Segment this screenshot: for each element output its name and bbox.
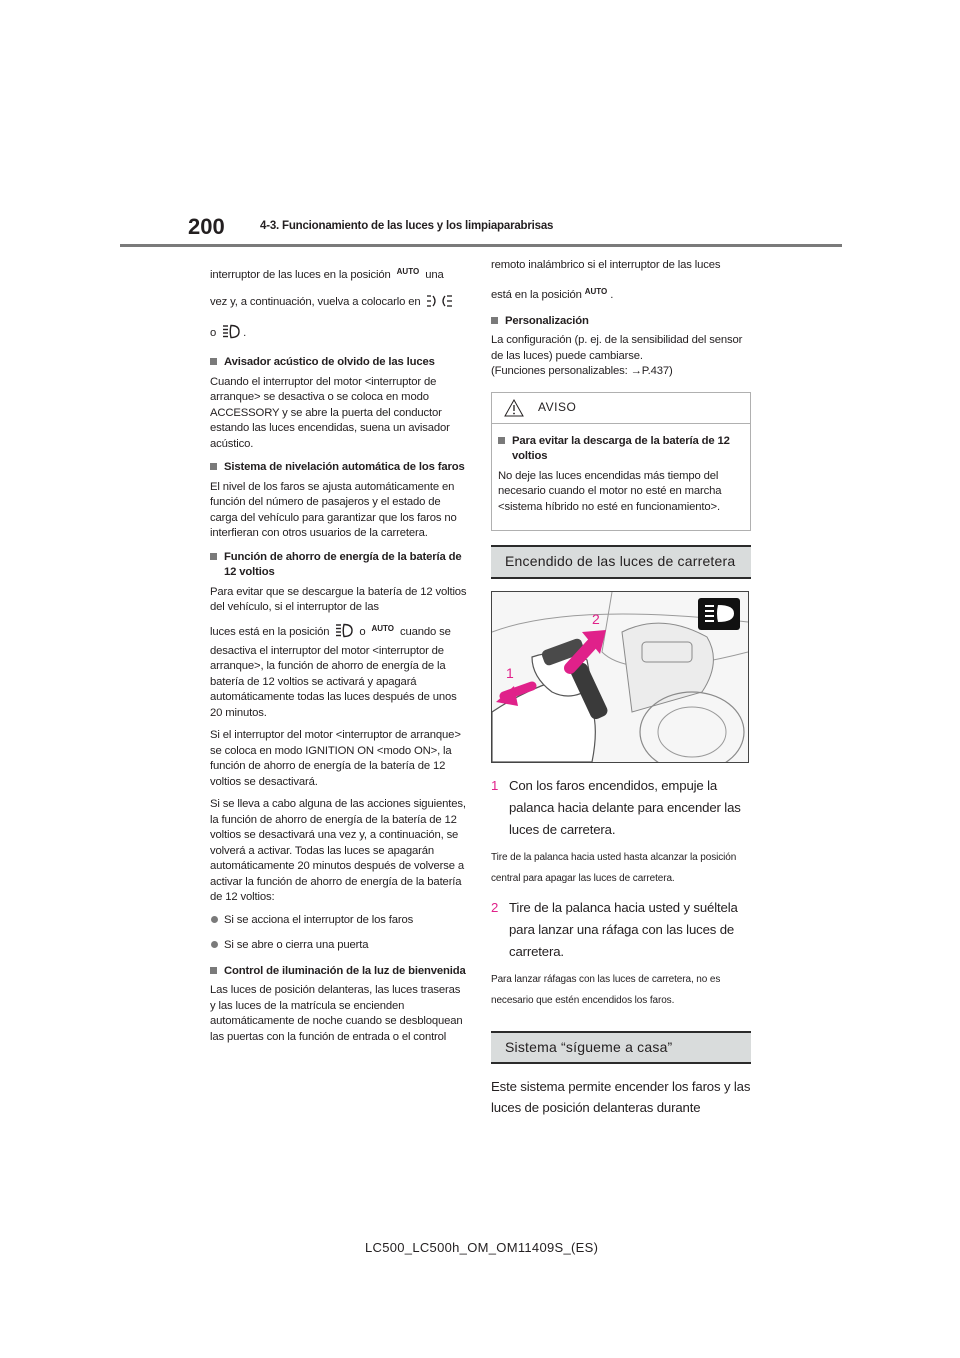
lever-figure xyxy=(491,591,749,763)
aviso-box xyxy=(491,392,751,532)
aviso-header xyxy=(492,393,750,424)
auto-icon: AUTO xyxy=(371,623,395,633)
sec4-body: Las luces de posición delanteras, las luces traseras y las luces de la matrícula se encienden automáticamente de noche cuando se desbloquean las puertas con la función de entrada o el control xyxy=(210,984,463,1043)
sec3-b-end: cuando se xyxy=(400,625,451,638)
section-banner: Sistema “sígueme a casa” xyxy=(491,1031,751,1065)
figure-label-2: 2 xyxy=(592,610,600,627)
sec3-line-b xyxy=(210,620,468,644)
step-1 xyxy=(491,775,751,841)
cont-b-text: está en la posición xyxy=(491,288,582,301)
step-text: Con los faros encendidos, empuje la palanca hacia delante para encender las luces de carretera. xyxy=(509,777,741,837)
final-body: Este sistema permite encender los faros y las luces de posición delanteras durante xyxy=(491,1079,751,1115)
figure-label-1: 1 xyxy=(506,664,514,681)
step-number: 1 xyxy=(491,777,499,793)
sec1-title: Avisador acústico de olvido de las luces xyxy=(210,355,468,371)
continuation-b xyxy=(491,283,751,304)
section-title: 4-3. Funcionamiento de las luces y los limpiaparabrisas xyxy=(260,220,554,232)
sec3-title: Función de ahorro de energía de la batería de 12 voltios xyxy=(210,550,468,581)
intro-line-a xyxy=(210,263,468,284)
aviso-text: No deje las luces encendidas más tiempo del necesario cuando el motor no esté en marcha <sistema híbrido no esté en funcionamiento>. xyxy=(498,469,722,513)
intro-line-b xyxy=(210,294,468,314)
personal-ref: (Funciones personalizables: →P.437) xyxy=(491,365,673,377)
step-text: Tire de la palanca hacia usted y suéltela para lanzar una ráfaga con las luces de carretera. xyxy=(509,899,738,959)
sec1-body: Cuando el interruptor del motor <interruptor de arranque> se desactiva o se coloca en modo ACCESSORY y se abre la puerta del conductor estando las luces encendidas, suena un avisador acústico. xyxy=(210,375,450,450)
sec3-body-d: Si el interruptor del motor <interruptor de arranque> se coloca en modo IGNITION ON <modo ON>, la función de ahorro de energía de la batería de 12 voltios se desactivará. xyxy=(210,729,461,788)
sec2-body: El nivel de los faros se ajusta automáticamente en función del número de pasajeros y el estado de carga del vehículo para garantizar que los faros no interfieran con otros usuarios de la carretera. xyxy=(210,480,457,539)
sec3-body-a: Para evitar que se descargue la batería de 12 voltios del vehículo, si el interruptor de las xyxy=(210,585,467,613)
personal-body: La configuración (p. ej. de la sensibilidad del sensor de las luces) puede cambiarse. xyxy=(491,334,743,362)
bullet-item: Si se acciona el interruptor de los faros xyxy=(210,913,468,929)
auto-icon: AUTO xyxy=(396,267,420,276)
step-note: Para lanzar ráfagas con las luces de carretera, no es necesario que estén encendidos los faros. xyxy=(491,973,721,1006)
intro-a-text: interruptor de las luces en la posición xyxy=(210,269,391,281)
intro-b-text: vez y, a continuación, vuelva a colocarlo en xyxy=(210,296,421,308)
intro-a-end: una xyxy=(425,269,444,281)
doc-code: LC500_LC500h_OM_OM11409S_(ES) xyxy=(365,1240,599,1255)
sec4-title: Control de iluminación de la luz de bienvenida xyxy=(210,964,468,980)
step-note: Tire de la palanca hacia usted hasta alcanzar la posición central para apagar las luces de carretera. xyxy=(491,851,737,884)
section-banner: Encendido de las luces de carretera xyxy=(491,545,751,579)
personal-title: Personalización xyxy=(491,314,751,330)
right-column xyxy=(491,258,751,1125)
intro-c-or: o xyxy=(210,327,217,339)
auto-icon: AUTO xyxy=(584,286,608,296)
header-rule xyxy=(120,244,842,247)
headlamp-icon xyxy=(335,623,353,644)
cont-b-end: . xyxy=(610,288,614,301)
aviso-label: AVISO xyxy=(538,399,577,414)
sec3-body-c: desactiva el interruptor del motor <interruptor de arranque>, la función de ahorro de energía de la batería de 12 voltios se activará y apagará automáticamente todas las luces después de unos 20 minutos. xyxy=(210,644,457,719)
left-column xyxy=(210,263,468,1052)
lever-illustration xyxy=(492,592,748,762)
bullet-item: Si se abre o cierra una puerta xyxy=(210,938,468,954)
sec2-title: Sistema de nivelación automática de los faros xyxy=(210,460,468,476)
intro-c-end: . xyxy=(243,327,247,339)
page-number: 200 xyxy=(188,214,225,239)
step-2 xyxy=(491,897,751,963)
sec3-b-text: luces está en la posición xyxy=(210,625,330,638)
tail-lamp-icon xyxy=(426,294,454,314)
step-number: 2 xyxy=(491,899,499,915)
intro-line-c xyxy=(210,324,468,345)
warning-triangle-icon xyxy=(504,399,524,417)
headlamp-icon xyxy=(222,324,240,345)
aviso-body xyxy=(492,424,750,516)
aviso-title: Para evitar la descarga de la batería de 12 voltios xyxy=(498,434,744,465)
sec3-b-or: o xyxy=(359,625,366,638)
sec3-body-e: Si se lleva a cabo alguna de las acciones siguientes, la función de ahorro de energía de la batería de 12 voltios se desactivará una vez y, a continuación, se volverá a activar. Todas las luces se apagarán automáticamente 20 minutos después de volverse a activar la función de ahorro de energía de la batería de 12 voltios: xyxy=(210,798,466,903)
continuation-a: remoto inalámbrico si el interruptor de las luces xyxy=(491,259,721,271)
